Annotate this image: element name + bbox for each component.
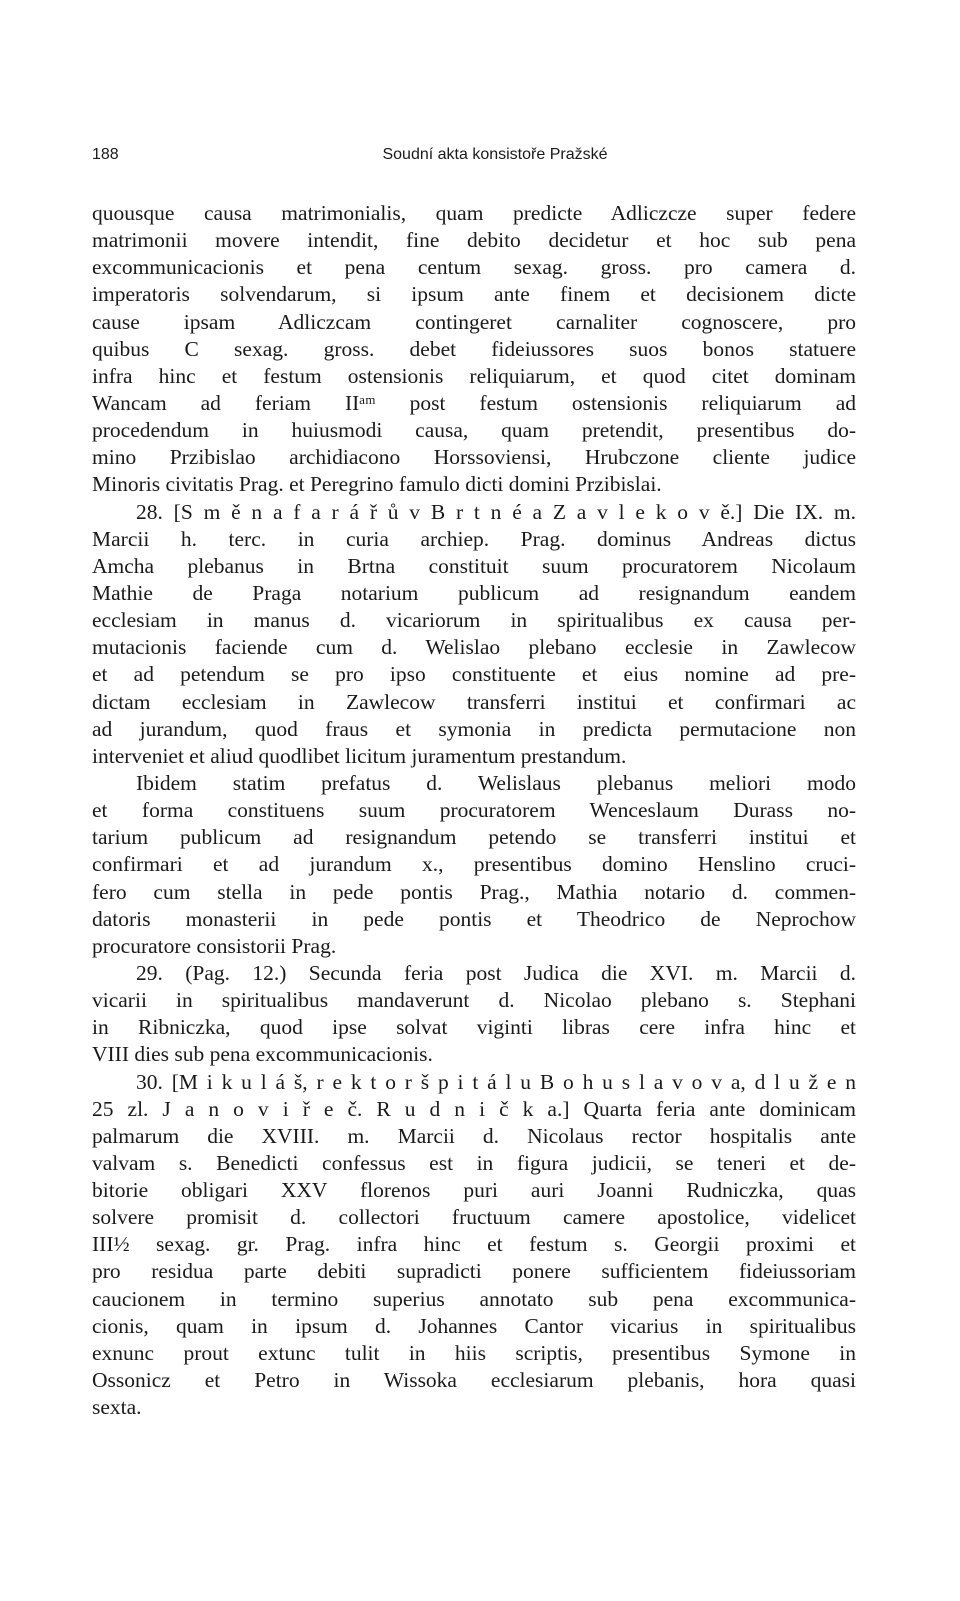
text-line: et forma constituens suum procuratorem Wenceslaum Durass no- [92,798,856,823]
running-title: Soudní akta konsistoře Pražské [382,146,608,163]
text-line: ecclesiam in manus d. vicariorum in spiritualibus ex causa per- [92,608,856,633]
text-line: procuratore consistorii Prag. [92,933,337,958]
text-line: tarium publicum ad resignandum petendo se transferri institui et [92,825,856,850]
text-line: 30. [M i k u l á š, r e k t o r š p i t á l u B o h u s l a v o v a, d l u ž e n [136,1069,856,1094]
text-line: caucionem in termino superius annotato sub pena excommunica- [92,1286,856,1311]
text-line: cionis, quam in ipsum d. Johannes Cantor vicarius in spiritualibus [92,1313,856,1338]
text-line: cause ipsam Adliczcam contingeret carnaliter cognoscere, pro [92,309,856,334]
text-line: 28. [S m ě n a f a r á ř ů v B r t n é a Z a v l e k o v ě.] Die IX. m. [136,499,856,524]
text-line: infra hinc et festum ostensionis reliquiarum, et quod citet dominam [92,363,856,388]
text-line: 25 zl. J a n o v i ř e č. R u d n i č k a.] Quarta feria ante dominicam [92,1096,856,1121]
text-line: Amcha plebanus in Brtna constituit suum procuratorem Nicolaum [92,553,856,578]
body-text [92,200,856,1421]
text-line: Mathie de Praga notarium publicum ad resignandum eandem [92,580,856,605]
text-line: Minoris civitatis Prag. et Peregrino famulo dicti domini Przibislai. [92,472,662,497]
text-line: quousque causa matrimonialis, quam predicte Adliczcze super federe [92,201,856,225]
text-line: Ibidem statim prefatus d. Welislaus plebanus meliori modo [136,770,856,795]
text-line: fero cum stella in pede pontis Prag., Mathia notario d. commen- [92,879,856,904]
text-line: bitorie obligari XXV florenos puri auri Joanni Rudniczka, quas [92,1178,856,1203]
text-line: in Ribniczka, quod ipse solvat viginti libras cere infra hinc et [92,1015,856,1040]
text-line: pro residua parte debiti supradicti ponere sufficientem fideiussoriam [92,1259,856,1284]
text-line: excommunicacionis et pena centum sexag. gross. pro camera d. [92,255,856,280]
text-line: sexta. [92,1395,142,1420]
text-line: Ossonicz et Petro in Wissoka ecclesiarum plebanis, hora quasi [92,1368,856,1393]
text-line: confirmari et ad jurandum x., presentibus domino Henslino cruci- [92,852,856,877]
text-line: datoris monasterii in pede pontis et Theodrico de Neprochow [92,906,856,931]
text-line: mutacionis faciende cum d. Welislao plebano ecclesie in Zawlecow [92,635,856,660]
text-line: dictam ecclesiam in Zawlecow transferri institui et confirmari ac [92,689,856,714]
text-line: Marcii h. terc. in curia archiep. Prag. dominus Andreas dictus [92,526,856,551]
text-line: matrimonii movere intendit, fine debito decidetur et hoc sub pena [92,228,856,253]
text-line: vicarii in spiritualibus mandaverunt d. Nicolao plebano s. Stephani [92,988,856,1013]
text-line: mino Przibislao archidiacono Horssoviensi, Hrubczone cliente judice [92,445,856,470]
text-line: palmarum die XVIII. m. Marcii d. Nicolaus rector hospitalis ante [92,1123,856,1148]
text-line: Wancam ad feriam IIᵃᵐ post festum ostensionis reliquiarum ad [92,390,856,415]
text-line: solvere promisit d. collectori fructuum camere apostolice, videlicet [92,1205,856,1230]
text-line: 29. (Pag. 12.) Secunda feria post Judica die XVI. m. Marcii d. [136,960,856,985]
text-line: ad jurandum, quod fraus et symonia in predicta permutacione non [92,716,856,741]
text-line: quibus C sexag. gross. debet fideiussores suos bonos statuere [92,336,856,361]
text-line: valvam s. Benedicti confessus est in figura judicii, se teneri et de- [92,1150,856,1175]
text-line: interveniet et aliud quodlibet licitum juramentum prestandum. [92,743,627,768]
text-line: imperatoris solvendarum, si ipsum ante finem et decisionem dicte [92,282,856,307]
page-number: 188 [92,146,119,163]
text-line: III½ sexag. gr. Prag. infra hinc et festum s. Georgii proximi et [92,1232,856,1257]
text-line: VIII dies sub pena excommunicacionis. [92,1042,433,1067]
text-line: exnunc prout extunc tulit in hiis scriptis, presentibus Symone in [92,1340,856,1365]
text-line: et ad petendum se pro ipso constituente et eius nomine ad pre- [92,662,856,687]
text-line: procedendum in huiusmodi causa, quam pretendit, presentibus do- [92,418,856,443]
